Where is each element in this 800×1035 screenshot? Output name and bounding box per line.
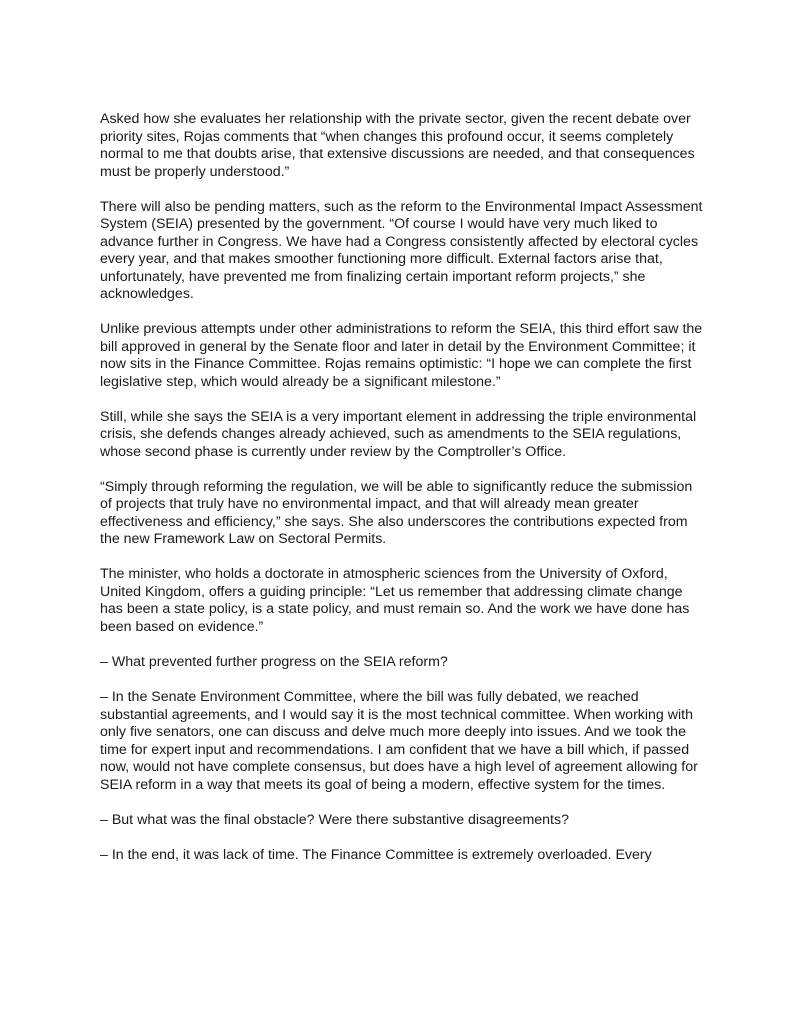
article-body [100, 111, 706, 882]
interview-answer-2: – In the end, it was lack of time. The Finance Committee is extremely overloaded. Every [100, 846, 652, 863]
paragraph-guiding-principle: The minister, who holds a doctorate in atmospheric sciences from the University of Oxford, United Kingdom, offers a guiding principle: “Let us remember that addressing climate change has been a state policy, is a state policy, and must remain so. And the work we have done has been based on evidence.” [100, 566, 690, 635]
interview-answer-1: – In the Senate Environment Committee, where the bill was fully debated, we reached substantial agreements, and I would say it is the most technical committee. When working with only five senators, one can discuss and delve much more deeply into issues. And we took the time for expert input and recommendations. I am confident that we have a bill which, if passed now, would not have complete consensus, but does have a high level of agreement allowing for SEIA reform in a way that meets its goal of being a modern, effective system for the times. [100, 689, 698, 793]
paragraph-triple-crisis: Still, while she says the SEIA is a very important element in addressing the triple environmental crisis, she defends changes already achieved, such as amendments to the SEIA regulations, whose second phase is currently under review by the Comptroller’s Office. [100, 408, 697, 460]
paragraph-regulation-quote: “Simply through reforming the regulation, we will be able to significantly reduce the submission of projects that truly have no environmental impact, and that will already mean greater effectiveness and efficiency,” she says. She also underscores the contributions expected from the new Framework Law on Sectoral Permits. [100, 478, 693, 548]
paragraph-previous-attempts: Unlike previous attempts under other administrations to reform the SEIA, this third effort saw the bill approved in general by the Senate floor and later in detail by the Environment Committee; it now sits in the Finance Committee. Rojas remains optimistic: “I hope we can complete the first legislative step, which would already be a significant milestone.” [100, 321, 703, 390]
paragraph-private-sector: Asked how she evaluates her relationship with the private sector, given the recent debate over priority sites, Rojas comments that “when changes this profound occur, it seems completely normal to me that doubts arise, that extensive discussions are needed, and that consequences must be properly understood.” [100, 111, 695, 180]
interview-question-2: – But what was the final obstacle? Were there substantive disagreements? [100, 811, 569, 828]
interview-question-1: – What prevented further progress on the SEIA reform? [100, 654, 448, 671]
paragraph-pending-matters: There will also be pending matters, such as the reform to the Environmental Impact Assessment System (SEIA) presented by the government. “Of course I would have very much liked to advance further in Congress. We have had a Congress consistently affected by electoral cycles every year, and that makes smoother functioning more difficult. External factors arise that, unfortunately, have prevented me from finalizing certain important reform projects,” she acknowledges. [100, 198, 703, 303]
